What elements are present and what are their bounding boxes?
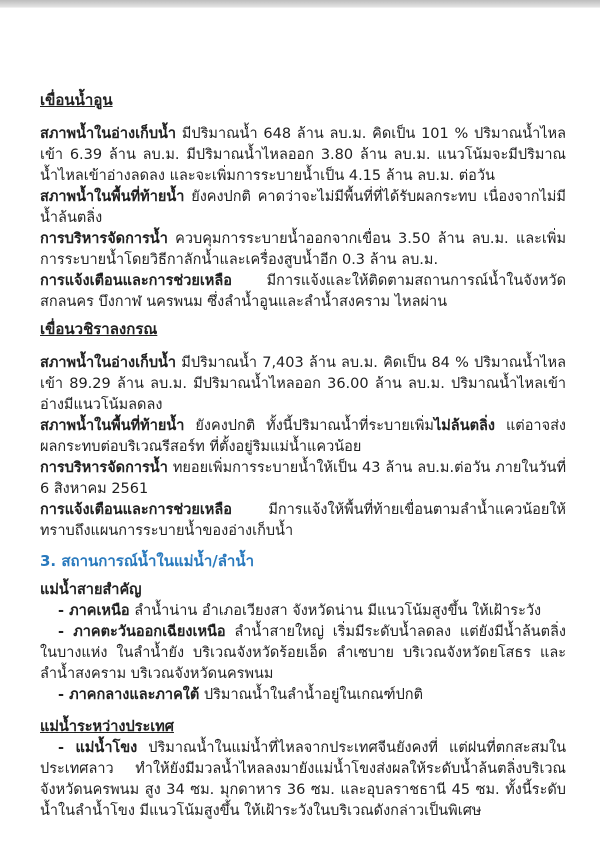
alert-assistance-paragraph: [40, 271, 566, 313]
paragraph-bold-inline: ไม่ล้นตลิ่ง: [433, 418, 495, 434]
paragraph-label: การบริหารจัดการน้ำ: [40, 231, 168, 247]
alert-assistance-paragraph: [40, 500, 566, 542]
region-text: ลำน้ำสายใหญ่ เริ่มมีระดับน้ำลดลง แต่ยังมีน้ำล้นตลิ่งในบางแห่ง ในลำน้ำยัง บริเวณจังหวัดร้อยเอ็ด ลำเซบาย บริเวณจังหวัดยโสธร และลำน้ำสงคราม บริเวณจังหวัดนครพนม: [40, 624, 566, 682]
paragraph-text: มีปริมาณน้ำ 7,403 ล้าน ลบ.ม. คิดเป็น 84 % ปริมาณน้ำไหลเข้า 89.29 ล้าน ลบ.ม. มีปริมาณน้ำไหลออก 36.00 ล้าน ลบ.ม. ปริมาณน้ำไหลเข้าอ่างมีแนวโน้มลดลง: [40, 355, 566, 413]
region-text: ปริมาณน้ำในลำน้ำอยู่ในเกณฑ์ปกติ: [203, 687, 423, 703]
dam-section-nam-oun: [40, 90, 566, 313]
paragraph-label: การแจ้งเตือนและการช่วยเหลือ: [40, 273, 232, 289]
dam-heading: เขื่อนน้ำอูน: [40, 91, 113, 109]
region-text: ลำน้ำน่าน อำเภอเวียงสา จังหวัดน่าน มีแนวโน้มสูงขึ้น ให้เฝ้าระวัง: [134, 603, 542, 619]
paragraph-text: ยังคงปกติ ทั้งนี้ปริมาณน้ำที่ระบายเพิ่ม: [195, 418, 434, 434]
rivers-section: [40, 551, 566, 822]
paragraph-text: มีปริมาณน้ำ 648 ล้าน ลบ.ม. คิดเป็น 101 % ปริมาณน้ำไหลเข้า 6.39 ล้าน ลบ.ม. มีปริมาณน้ำไหลออก 3.80 ล้าน ลบ.ม. แนวโน้มจะมีปริมาณน้ำไหลเข้าอ่างลดลง และจะเพิ่มการระบายน้ำเป็น 4.15 ล้าน ลบ.ม. ต่อวัน: [40, 126, 566, 184]
dam-heading: เขื่อนวชิราลงกรณ: [40, 320, 158, 338]
reservoir-status-paragraph: [40, 353, 566, 416]
region-item-north: [40, 601, 566, 622]
paragraph-text: ยังคงปกติ คาดว่าจะไม่มีพื้นที่ที่ได้รับผลกระทบ เนื่องจากไม่มีน้ำล้นตลิ่ง: [40, 189, 566, 226]
region-item-central-south: [40, 685, 566, 706]
river-label: - แม่น้ำโขง: [58, 740, 138, 756]
paragraph-text: แต่อาจส่งผลกระทบต่อบริเวณรีสอร์ท ที่ตั้งอยู่ริมแม่น้ำแควน้อย: [40, 418, 566, 455]
region-label: - ภาคเหนือ: [58, 603, 130, 619]
paragraph-text: มีการแจ้งให้พื้นที่ท้ายเขื่อนตามลำน้ำแควน้อยให้ทราบถึงแผนการระบายน้ำของอ่างเก็บน้ำ: [40, 502, 566, 539]
downstream-status-paragraph: [40, 187, 566, 229]
paragraph-label: สภาพน้ำในอ่างเก็บน้ำ: [40, 126, 177, 142]
paragraph-text: ทยอยเพิ่มการระบายน้ำให้เป็น 43 ล้าน ลบ.ม.ต่อวัน ภายในวันที่ 6 สิงหาคม 2561: [40, 460, 566, 497]
section-heading: 3. สถานการณ์น้ำในแม่น้ำ/ลำน้ำ: [40, 552, 255, 570]
paragraph-label: สภาพน้ำในพื้นที่ท้ายน้ำ: [40, 418, 185, 434]
paragraph-label: การแจ้งเตือนและการช่วยเหลือ: [40, 502, 232, 518]
river-item-mekong: [40, 738, 566, 822]
paragraph-label: สภาพน้ำในพื้นที่ท้ายน้ำ: [40, 189, 185, 205]
region-label: - ภาคตะวันออกเฉียงเหนือ: [58, 624, 226, 640]
paragraph-label: การบริหารจัดการน้ำ: [40, 460, 168, 476]
paragraph-text: ควบคุมการระบายน้ำออกจากเขื่อน 3.50 ล้าน ลบ.ม. และเพิ่มการระบายน้ำโดยวิธีกาลักน้ำและเครื่องสูบน้ำอีก 0.3 ล้าน ลบ.ม.: [40, 231, 567, 268]
major-rivers-heading: แม่น้ำสายสำคัญ: [40, 582, 142, 598]
water-management-paragraph: [40, 458, 566, 500]
downstream-status-paragraph: [40, 416, 566, 458]
reservoir-status-paragraph: [40, 124, 566, 187]
paragraph-text: มีการแจ้งและให้ติดตามสถานการณ์น้ำในจังหวัดสกลนคร บึงกาฬ นครพนม ซึ่งลำน้ำอูนและลำน้ำสงคราม ไหลผ่าน: [40, 273, 566, 310]
water-management-paragraph: [40, 229, 566, 271]
region-label: - ภาคกลางและภาคใต้: [58, 687, 200, 703]
international-rivers-heading: แม่น้ำระหว่างประเทศ: [40, 719, 174, 735]
river-text: ปริมาณน้ำในแม่น้ำที่ไหลจากประเทศจีนยังคงที่ แต่ฝนที่ตกสะสมในประเทศลาว ทำให้ยังมีมวลน้ำไหลลงมายังแม่น้ำโขงส่งผลให้ระดับน้ำล้นตลิ่งบริเวณจังหวัดนครพนม สูง 34 ซม. มุกดาหาร 36 ซม. และอุบลราชธานี 45 ซม. ทั้งนี้ระดับน้ำในลำน้ำโขง มีแนวโน้มสูงขึ้น ให้เฝ้าระวังในบริเวณดังกล่าวเป็นพิเศษ: [40, 740, 566, 819]
dam-section-vajiralongkorn: [40, 319, 566, 542]
paragraph-label: สภาพน้ำในอ่างเก็บน้ำ: [40, 355, 177, 371]
region-item-northeast: [40, 622, 566, 685]
